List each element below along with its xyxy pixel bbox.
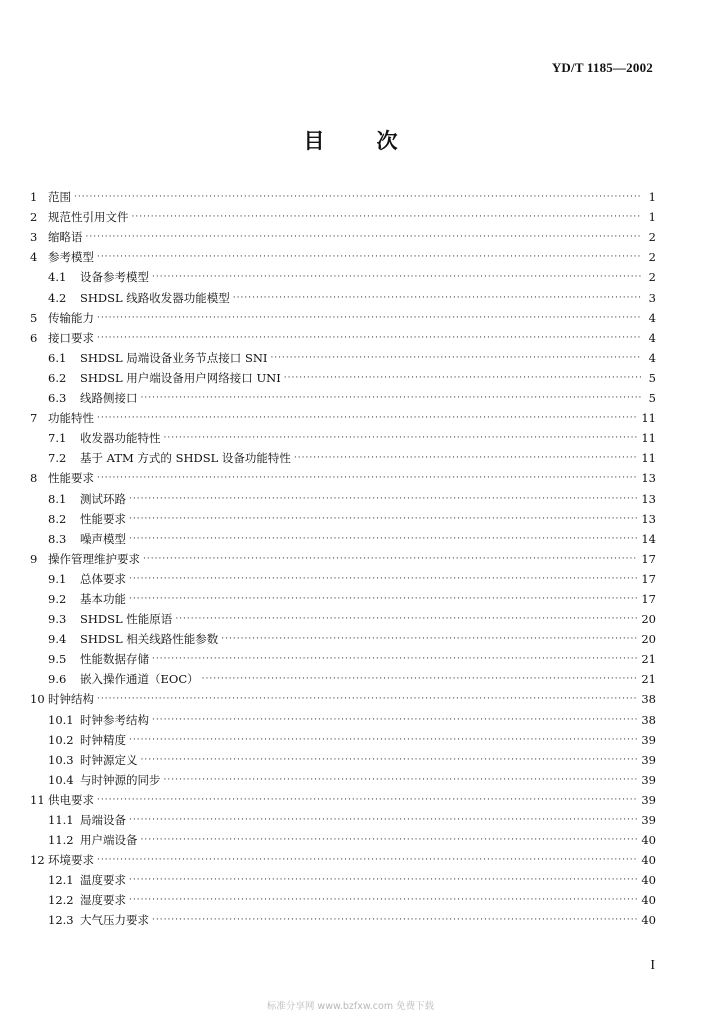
toc-entry-page: 40 bbox=[641, 893, 656, 908]
toc-entry bbox=[30, 224, 656, 244]
dot-leader bbox=[97, 312, 641, 324]
toc-entry bbox=[30, 706, 656, 726]
dot-leader bbox=[164, 774, 639, 786]
toc-entry-number: 4.2 bbox=[48, 290, 67, 305]
toc-entry-number: 12.3 bbox=[48, 913, 74, 928]
toc-entry bbox=[30, 666, 656, 686]
dot-leader bbox=[141, 392, 642, 404]
toc-entry-label: SHDSL 用户端设备用户网络接口 UNI bbox=[80, 370, 281, 385]
toc-entry bbox=[30, 385, 656, 405]
dot-leader bbox=[129, 493, 638, 505]
toc-entry-label: SHDSL 相关线路性能参数 bbox=[80, 632, 219, 647]
toc-entry-page: 21 bbox=[641, 652, 656, 667]
toc-entry-label: 供电要求 bbox=[48, 792, 94, 807]
dot-leader bbox=[143, 553, 638, 565]
toc-entry-label: SHDSL 线路收发器功能模型 bbox=[80, 290, 230, 305]
toc-entry-label: 局端设备 bbox=[80, 813, 126, 827]
toc-entry-number: 7.2 bbox=[48, 451, 67, 466]
toc-entry bbox=[30, 506, 656, 526]
toc-entry-page: 11 bbox=[641, 411, 656, 426]
toc-entry-page: 3 bbox=[648, 290, 656, 305]
toc-entry-label: 噪声模型 bbox=[80, 531, 126, 546]
toc-entry-label: 时钟精度 bbox=[80, 732, 126, 747]
toc-entry-number: 10.3 bbox=[48, 752, 74, 767]
toc-entry bbox=[30, 485, 656, 505]
toc-entry-label: 湿度要求 bbox=[80, 893, 126, 908]
toc-entry bbox=[30, 204, 656, 224]
toc-entry-label: 功能特性 bbox=[48, 411, 94, 426]
toc-entry bbox=[30, 546, 656, 566]
dot-leader bbox=[97, 472, 638, 484]
toc-entry bbox=[30, 847, 656, 867]
dot-leader bbox=[97, 693, 638, 705]
dot-leader bbox=[129, 734, 638, 746]
toc-entry-number: 4.1 bbox=[48, 270, 67, 285]
toc-entry-number: 6.2 bbox=[48, 370, 67, 385]
toc-entry-page: 20 bbox=[641, 612, 656, 627]
toc-entry-page: 13 bbox=[641, 491, 656, 506]
toc-entry-page: 4 bbox=[648, 330, 656, 345]
table-of-contents bbox=[30, 184, 656, 927]
toc-entry bbox=[30, 305, 656, 325]
toc-entry bbox=[30, 807, 656, 827]
dot-leader bbox=[129, 573, 638, 585]
toc-entry-number: 12 bbox=[30, 853, 45, 868]
dot-leader bbox=[132, 211, 642, 223]
toc-entry bbox=[30, 526, 656, 546]
toc-entry-number: 12.1 bbox=[48, 873, 74, 888]
toc-entry bbox=[30, 345, 656, 365]
toc-entry bbox=[30, 626, 656, 646]
toc-entry bbox=[30, 727, 656, 747]
dot-leader bbox=[141, 834, 639, 846]
toc-entry-page: 4 bbox=[648, 310, 656, 325]
toc-entry-number: 8.1 bbox=[48, 491, 67, 506]
toc-entry-page: 2 bbox=[648, 230, 656, 245]
dot-leader bbox=[270, 352, 641, 364]
toc-entry-number: 9.4 bbox=[48, 632, 67, 647]
dot-leader bbox=[97, 854, 638, 866]
toc-entry-number: 3 bbox=[30, 230, 38, 245]
toc-entry-label: 性能要求 bbox=[48, 471, 94, 486]
dot-leader bbox=[152, 914, 638, 926]
dot-leader bbox=[129, 533, 638, 545]
toc-entry-number: 1 bbox=[30, 190, 38, 205]
toc-entry-label: SHDSL 局端设备业务节点接口 SNI bbox=[80, 350, 268, 365]
toc-entry-number: 6.3 bbox=[48, 391, 67, 406]
toc-entry-page: 14 bbox=[641, 531, 656, 546]
toc-entry bbox=[30, 264, 656, 284]
toc-entry bbox=[30, 827, 656, 847]
toc-entry-label: 与时钟源的同步 bbox=[80, 772, 161, 787]
dot-leader bbox=[152, 653, 638, 665]
toc-entry-page: 20 bbox=[641, 632, 656, 647]
toc-entry bbox=[30, 787, 656, 807]
toc-entry-page: 4 bbox=[648, 350, 656, 365]
toc-entry-page: 39 bbox=[641, 772, 656, 787]
toc-entry-page: 13 bbox=[641, 511, 656, 526]
dot-leader bbox=[129, 894, 638, 906]
dot-leader bbox=[221, 633, 638, 645]
toc-entry-label: 范围 bbox=[48, 190, 71, 205]
toc-entry-number: 10.1 bbox=[48, 712, 74, 727]
toc-entry-label: 接口要求 bbox=[48, 330, 94, 345]
toc-entry-page: 17 bbox=[641, 571, 656, 586]
toc-entry-number: 2 bbox=[30, 210, 38, 225]
dot-leader bbox=[175, 613, 638, 625]
page-folio: I bbox=[650, 958, 655, 973]
toc-entry-number: 11 bbox=[30, 792, 45, 807]
toc-entry-label: 嵌入操作通道（EOC） bbox=[80, 672, 199, 687]
toc-entry-page: 40 bbox=[641, 833, 656, 848]
toc-entry-number: 10.4 bbox=[48, 772, 74, 787]
toc-entry bbox=[30, 907, 656, 927]
toc-entry-label: 总体要求 bbox=[80, 571, 126, 586]
toc-entry-label: 操作管理维护要求 bbox=[48, 551, 140, 566]
toc-entry bbox=[30, 465, 656, 485]
toc-entry-label: 环境要求 bbox=[48, 853, 94, 868]
toc-entry-number: 9.6 bbox=[48, 672, 67, 687]
toc-entry-page: 11 bbox=[641, 451, 656, 466]
standard-code: YD/T 1185—2002 bbox=[551, 60, 653, 75]
toc-entry-number: 10 bbox=[30, 692, 45, 707]
toc-entry-page: 2 bbox=[648, 270, 656, 285]
toc-entry-number: 12.2 bbox=[48, 893, 74, 908]
toc-entry-number: 11.1 bbox=[48, 813, 74, 827]
watermark: 标准分享网 www.bzfxw.com 免费下载 bbox=[266, 1001, 435, 1012]
dot-leader bbox=[141, 754, 639, 766]
toc-entry-page: 39 bbox=[641, 752, 656, 767]
toc-entry-label: 设备参考模型 bbox=[80, 270, 149, 285]
dot-leader bbox=[284, 372, 641, 384]
toc-entry-number: 7.1 bbox=[48, 431, 67, 446]
toc-entry bbox=[30, 405, 656, 425]
toc-entry bbox=[30, 445, 656, 465]
dot-leader bbox=[97, 794, 638, 806]
dot-leader bbox=[129, 593, 638, 605]
dot-leader bbox=[97, 332, 641, 344]
toc-entry-number: 11.2 bbox=[48, 833, 74, 848]
toc-entry-page: 13 bbox=[641, 471, 656, 486]
toc-entry-page: 38 bbox=[641, 692, 656, 707]
toc-entry-number: 8.2 bbox=[48, 511, 67, 526]
toc-entry-page: 40 bbox=[641, 913, 656, 928]
toc-entry-label: 性能要求 bbox=[80, 511, 126, 526]
toc-entry-label: 基于 ATM 方式的 SHDSL 设备功能特性 bbox=[80, 451, 291, 466]
toc-entry bbox=[30, 244, 656, 264]
toc-entry-page: 5 bbox=[648, 370, 656, 385]
toc-entry-number: 9 bbox=[30, 551, 38, 566]
dot-leader bbox=[152, 714, 638, 726]
toc-entry-page: 39 bbox=[641, 732, 656, 747]
toc-entry-label: 用户端设备 bbox=[80, 833, 138, 848]
toc-entry-number: 6.1 bbox=[48, 350, 67, 365]
toc-entry-label: 缩略语 bbox=[48, 230, 83, 245]
toc-entry-label: 收发器功能特性 bbox=[80, 431, 161, 446]
toc-entry-number: 8.3 bbox=[48, 531, 67, 546]
toc-entry bbox=[30, 747, 656, 767]
toc-entry-label: 时钟源定义 bbox=[80, 752, 138, 767]
toc-entry-number: 9.1 bbox=[48, 571, 67, 586]
toc-entry-label: 参考模型 bbox=[48, 250, 94, 265]
toc-entry-label: SHDSL 性能原语 bbox=[80, 612, 173, 627]
dot-leader bbox=[233, 292, 641, 304]
dot-leader bbox=[129, 874, 638, 886]
toc-entry-page: 38 bbox=[641, 712, 656, 727]
toc-entry bbox=[30, 425, 656, 445]
toc-entry-number: 9.5 bbox=[48, 652, 67, 667]
toc-entry-label: 时钟结构 bbox=[48, 692, 94, 707]
dot-leader bbox=[164, 432, 639, 444]
dot-leader bbox=[294, 452, 638, 464]
toc-entry bbox=[30, 586, 656, 606]
toc-entry-label: 规范性引用文件 bbox=[48, 210, 129, 225]
toc-entry bbox=[30, 646, 656, 666]
toc-entry bbox=[30, 767, 656, 787]
dot-leader bbox=[129, 513, 638, 525]
toc-entry-number: 10.2 bbox=[48, 732, 74, 747]
dot-leader bbox=[86, 231, 642, 243]
toc-entry-label: 线路侧接口 bbox=[80, 391, 138, 406]
toc-entry-number: 9.3 bbox=[48, 612, 67, 627]
toc-entry bbox=[30, 184, 656, 204]
toc-entry-label: 基本功能 bbox=[80, 591, 126, 606]
toc-entry bbox=[30, 867, 656, 887]
toc-entry-page: 1 bbox=[648, 190, 656, 205]
toc-entry-label: 传输能力 bbox=[48, 310, 94, 325]
toc-entry-number: 4 bbox=[30, 250, 38, 265]
toc-entry-page: 17 bbox=[641, 551, 656, 566]
toc-entry bbox=[30, 284, 656, 304]
toc-entry-page: 5 bbox=[648, 391, 656, 406]
toc-entry-page: 17 bbox=[641, 591, 656, 606]
toc-entry-page: 21 bbox=[641, 672, 656, 687]
toc-entry-label: 性能数据存储 bbox=[80, 652, 149, 667]
toc-entry-label: 温度要求 bbox=[80, 873, 126, 888]
toc-entry-page: 2 bbox=[648, 250, 656, 265]
toc-entry-number: 6 bbox=[30, 330, 38, 345]
toc-entry-page: 39 bbox=[641, 792, 656, 807]
toc-entry-number: 7 bbox=[30, 411, 38, 426]
toc-entry-number: 5 bbox=[30, 310, 38, 325]
toc-entry-label: 大气压力要求 bbox=[80, 913, 149, 928]
page-title: 目次 bbox=[303, 129, 450, 153]
toc-entry bbox=[30, 325, 656, 345]
dot-leader bbox=[129, 814, 638, 826]
toc-entry-label: 测试环路 bbox=[80, 491, 126, 506]
dot-leader bbox=[97, 251, 641, 263]
toc-entry-number: 9.2 bbox=[48, 591, 67, 606]
dot-leader bbox=[152, 271, 641, 283]
toc-entry-number: 8 bbox=[30, 471, 38, 486]
toc-entry-page: 40 bbox=[641, 873, 656, 888]
dot-leader bbox=[97, 412, 638, 424]
toc-entry-label: 时钟参考结构 bbox=[80, 712, 149, 727]
toc-entry-page: 11 bbox=[641, 431, 656, 446]
dot-leader bbox=[202, 673, 639, 685]
toc-entry bbox=[30, 606, 656, 626]
toc-entry-page: 1 bbox=[648, 210, 656, 225]
toc-entry bbox=[30, 686, 656, 706]
toc-entry bbox=[30, 566, 656, 586]
toc-entry bbox=[30, 365, 656, 385]
toc-entry-page: 40 bbox=[641, 853, 656, 868]
toc-entry bbox=[30, 887, 656, 907]
toc-entry-page: 39 bbox=[641, 813, 656, 827]
dot-leader bbox=[74, 191, 641, 203]
